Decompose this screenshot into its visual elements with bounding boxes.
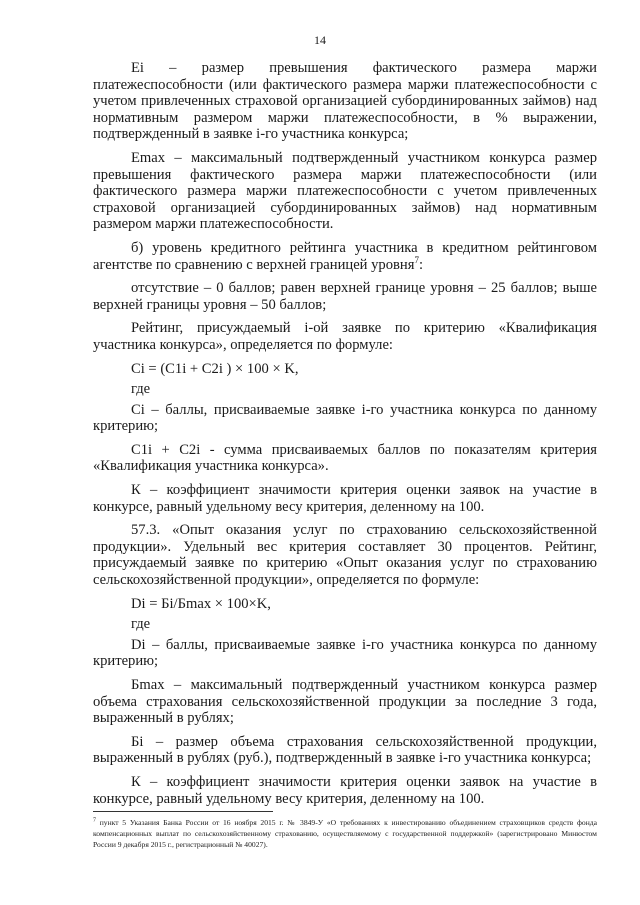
footnote-marker: 7 [93,817,96,824]
footnote-divider [93,811,273,812]
where-label: где [131,381,151,398]
where-label: где [131,616,151,633]
document-body [93,60,597,814]
page-number: 14 [314,33,326,47]
paragraph-k-definition: К – коэффициент значимости критерия оценки заявок на участие в конкурсе, равный удельному весу критерия, деленному на 100. [93,482,597,515]
paragraph-bi-definition: Бi – размер объема страхования сельскохозяйственной продукции, выраженный в рублях (руб.), подтвержденный в заявке i-го участника конкурса; [93,733,597,767]
paragraph-ci-definition: Ci – баллы, присваиваемые заявке i-го участника конкурса по данному критерию; [93,401,597,435]
formula-di: Di = Бi/Бmax × 100×K, [131,595,271,612]
paragraph-qualification-rating: Рейтинг, присуждаемый i-ой заявке по критерию «Квалификация участника конкурса», определяется по формуле: [93,320,597,353]
formula-ci: Ci = (C1i + C2i ) × 100 × K, [131,360,299,377]
credit-rating-colon: : [418,256,423,273]
paragraph-di-definition: Di – баллы, присваиваемые заявке i-го участника конкурса по данному критерию; [93,636,597,670]
paragraph-ei-definition: Ei – размер превышения фактического размера маржи платежеспособности (или фактического размера маржи платежеспособности с учетом привлеченных страховой организацией субординированных займов) над нормативным размером маржи платежеспособности, в % выражении, подтвержденный в заявке i-го участника конкурса; [93,60,597,143]
paragraph-rating-scores: отсутствие – 0 баллов; равен верхней границе уровня – 25 баллов; выше верхней границы уровня – 50 баллов; [93,280,597,313]
footnote-reference: 7 [414,254,419,265]
footnote-text: пункт 5 Указания Банка России от 16 ноября 2015 г. № 3849-У «О требованиях к инвестированию объединением страховщиков средств фонда компенсационных выплат по сельскохозяйственному страхованию, осуществляемому с государственной поддержкой» (зарегистрировано Минюстом России 9 декабря 2015 г., регистрационный № 40027). [93,818,597,849]
paragraph-emax-definition: Emax – максимальный подтвержденный участником конкурса размер превышения фактического размера маржи платежеспособности (или фактического размера маржи платежеспособности с учетом привлеченных страховой организацией субординированных займов) над нормативным размером маржи платежеспособности. [93,149,597,233]
footnote [93,817,597,850]
credit-rating-text: б) уровень кредитного рейтинга участника в кредитном рейтинговом агентстве по сравнению с верхней границей уровня [93,239,597,273]
paragraph-k-definition: К – коэффициент значимости критерия оценки заявок на участие в конкурсе, равный удельному весу критерия, деленному на 100. [93,773,597,807]
paragraph-bmax-definition: Бmax – максимальный подтвержденный участником конкурса размер объема страхования сельскохозяйственной продукции за последние 3 года, выраженный в рублях; [93,677,597,727]
paragraph-credit-rating [93,240,597,273]
paragraph-c1i-c2i-definition: C1i + C2i - сумма присваиваемых баллов по показателям критерия «Квалификация участника конкурса». [93,441,597,475]
paragraph-section-57-3: 57.3. «Опыт оказания услуг по страхованию сельскохозяйственной продукции». Удельный вес критерия составляет 30 процентов. Рейтинг, присуждаемый заявке по критерию «Опыт оказания услуг по страхованию сельскохозяйственной продукции», определяется по формуле: [93,522,597,589]
